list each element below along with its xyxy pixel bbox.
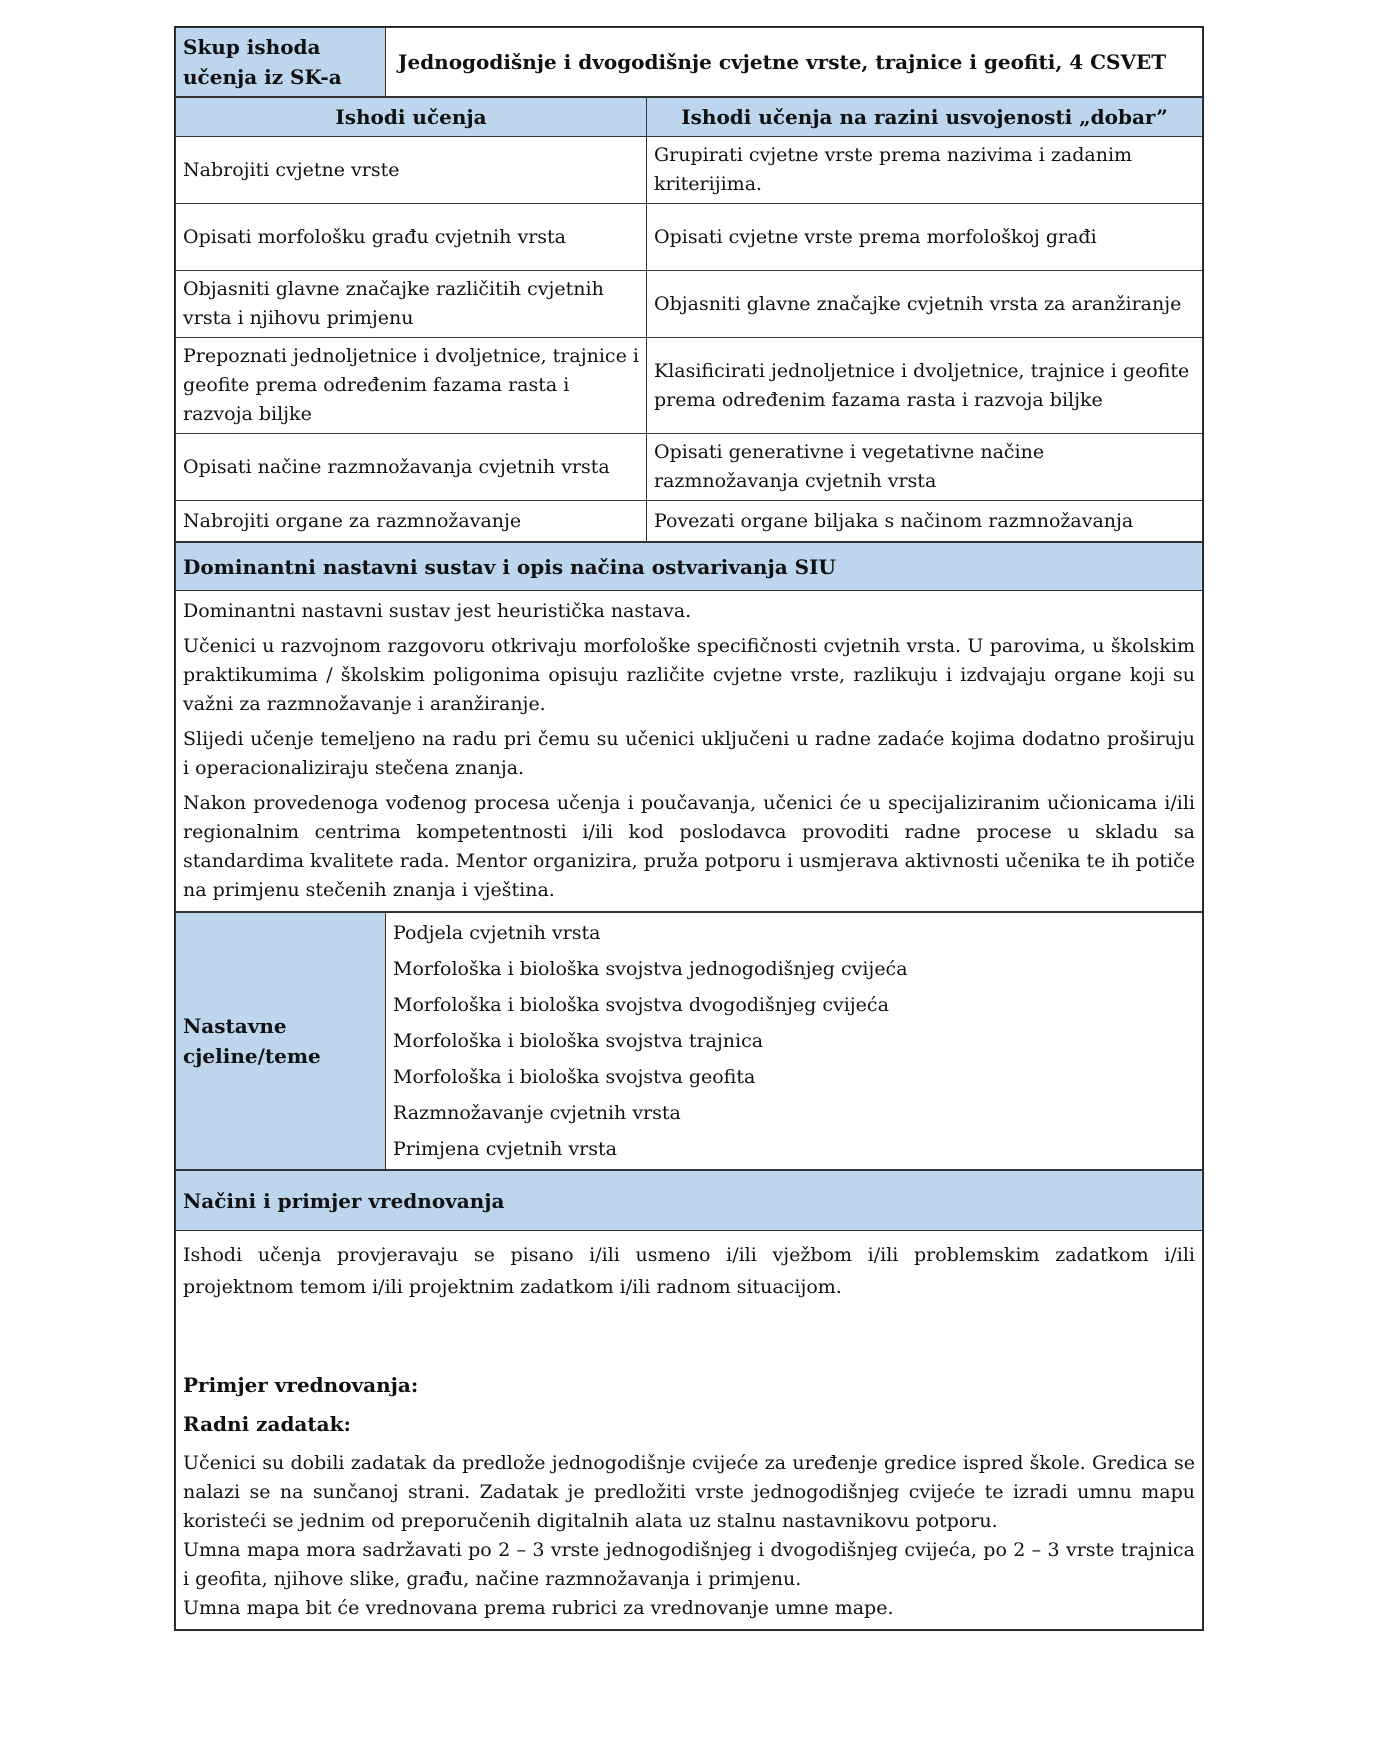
outcome-row (176, 501, 1203, 542)
outcomes-table (175, 97, 1203, 542)
topic-item: Morfološka i biološka svojstva geofita (393, 1066, 756, 1088)
topic-item: Primjena cvjetnih vrsta (393, 1138, 617, 1160)
paragraph: Umna mapa mora sadržavati po 2 – 3 vrste jednogodišnjeg i dvogodišnjeg cvijeća, po 2 – 3 vrste trajnica i geofita, njihove slike, građu, načine razmnožavanja i primjenu. (183, 1539, 1195, 1590)
outcome-cell: Opisati morfološku građu cvjetnih vrsta (176, 204, 647, 271)
evaluation-body (176, 1231, 1203, 1630)
topic-item: Morfološka i biološka svojstva trajnica (393, 1030, 764, 1052)
outcome-cell: Nabrojiti organe za razmnožavanje (176, 501, 647, 542)
topic-item: Podjela cvjetnih vrsta (393, 922, 601, 944)
evaluation-heading: Načini i primjer vrednovanja (176, 1171, 1203, 1231)
evaluation-table (175, 1170, 1203, 1630)
outcome-row (176, 137, 1203, 204)
outcome-row (176, 338, 1203, 434)
paragraph: Slijedi učenje temeljeno na radu pri čemu su učenici uključeni u radne zadaće kojima dodatno proširuju i operacionaliziraju stečena znanja. (183, 728, 1195, 779)
teaching-system-body (176, 591, 1203, 912)
topic-item: Morfološka i biološka svojstva dvogodišnjeg cvijeća (393, 994, 889, 1016)
paragraph: Učenici u razvojnom razgovoru otkrivaju morfološke specifičnosti cvjetnih vrsta. U parovima, u školskim praktikumima / školskim poligonima opisuju različite cvjetne vrste, razlikuju i izdvajaju organe koji su važni za razmnožavanje i aranžiranje. (183, 635, 1195, 715)
good-level-cell: Povezati organe biljaka s načinom razmnožavanja (647, 501, 1203, 542)
paragraph: Nakon provedenoga vođenog procesa učenja i poučavanja, učenici će u specijaliziranim učionicama i/ili regionalnim centrima kompetentnosti i/ili kod poslodavca provoditi radne procese u skladu sa standardima kvalitete rada. Mentor organizira, pruža potporu i usmjerava aktivnosti učenika te ih potiče na primjenu stečenih znanja i vještina. (183, 792, 1195, 901)
good-level-cell: Klasificirati jednoljetnice i dvoljetnice, trajnice i geofite prema određenim fazama rasta i razvoja biljke (647, 338, 1203, 434)
header-table (175, 27, 1203, 97)
good-level-cell: Objasniti glavne značajke cvjetnih vrsta za aranžiranje (647, 271, 1203, 338)
good-level-cell: Opisati generativne i vegetativne načine razmnožavanja cvjetnih vrsta (647, 434, 1203, 501)
col-header-good-level: Ishodi učenja na razini usvojenosti „dobar” (647, 98, 1203, 137)
teaching-system-table (175, 542, 1203, 912)
topics-list (386, 913, 1203, 1170)
spacer (183, 1303, 1195, 1361)
paragraph: Umna mapa bit će vrednovana prema rubrici za vrednovanje umne mape. (183, 1597, 894, 1619)
outcome-cell: Objasniti glavne značajke različitih cvjetnih vrsta i njihovu primjenu (176, 271, 647, 338)
outcome-row (176, 271, 1203, 338)
topics-table (175, 912, 1203, 1170)
curriculum-document (174, 26, 1204, 1631)
col-header-outcomes: Ishodi učenja (176, 98, 647, 137)
good-level-cell: Opisati cvjetne vrste prema morfološkoj građi (647, 204, 1203, 271)
good-level-cell: Grupirati cvjetne vrste prema nazivima i zadanim kriterijima. (647, 137, 1203, 204)
example-heading: Primjer vrednovanja: (183, 1373, 419, 1397)
teaching-system-heading: Dominantni nastavni sustav i opis načina ostvarivanja SIU (176, 543, 1203, 591)
topic-item: Razmnožavanje cvjetnih vrsta (393, 1102, 681, 1124)
outcome-cell: Prepoznati jednoljetnice i dvoljetnice, trajnice i geofite prema određenim fazama rasta i razvoja biljke (176, 338, 647, 434)
outcome-cell: Nabrojiti cvjetne vrste (176, 137, 647, 204)
paragraph: Učenici su dobili zadatak da predlože jednogodišnje cvijeće za uređenje gredice ispred škole. Gredica se nalazi se na sunčanoj strani. Zadatak je predložiti vrste jednogodišnjeg cvijeće te izradi umnu mapu koristeći se jednim od preporučenih digitalnih alata uz stalnu nastavnikovu potporu. (183, 1452, 1195, 1532)
skup-ishoda-label: Skup ishoda učenja iz SK-a (176, 28, 386, 97)
document-title: Jednogodišnje i dvogodišnje cvjetne vrste, trajnice i geofiti, 4 CSVET (386, 28, 1203, 97)
evaluation-intro: Ishodi učenja provjeravaju se pisano i/ili usmeno i/ili vježbom i/ili problemskim zadatkom i/ili projektnom temom i/ili projektnim zadatkom i/ili radnom situacijom. (183, 1244, 1195, 1298)
outcome-row (176, 204, 1203, 271)
topics-label: Nastavne cjeline/teme (176, 913, 386, 1170)
outcome-row (176, 434, 1203, 501)
paragraph: Dominantni nastavni sustav jest heuristička nastava. (183, 600, 692, 622)
task-heading: Radni zadatak: (183, 1412, 351, 1436)
outcome-cell: Opisati načine razmnožavanja cvjetnih vrsta (176, 434, 647, 501)
topic-item: Morfološka i biološka svojstva jednogodišnjeg cvijeća (393, 958, 908, 980)
